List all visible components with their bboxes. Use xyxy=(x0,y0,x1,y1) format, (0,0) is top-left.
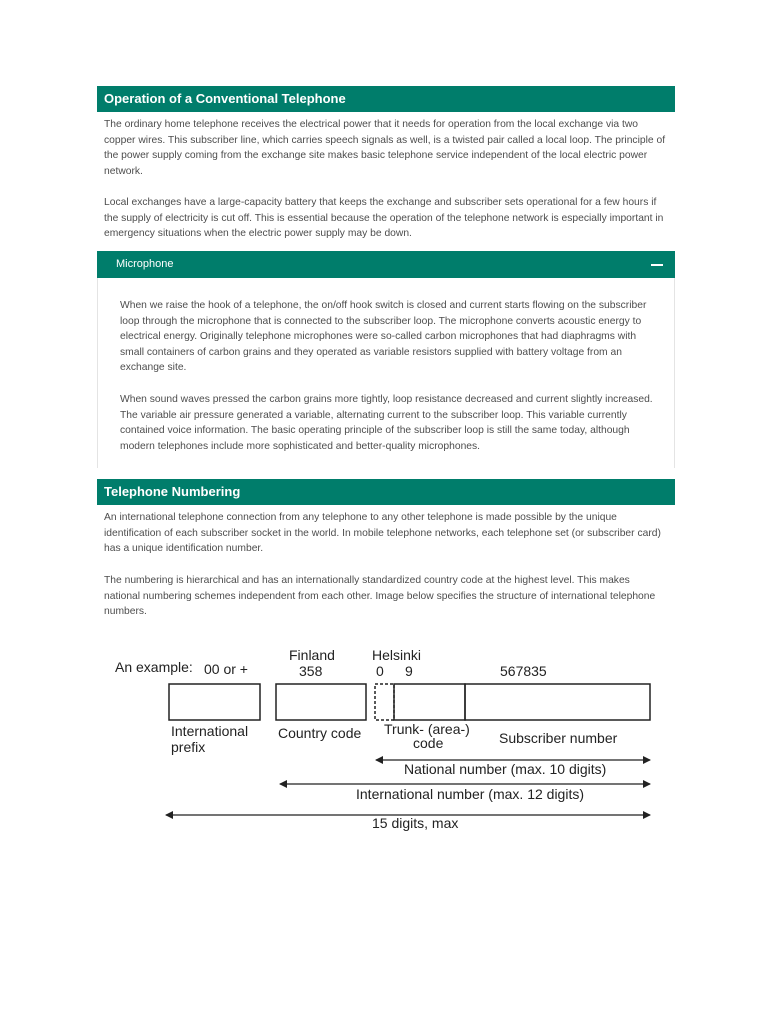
label-prefix-line1: International xyxy=(171,723,249,739)
accordion-paragraph: When we raise the hook of a telephone, the on/off hook switch is closed and current starts flowing on the subscriber loop through the microphone that is connected to the subscriber loop. The microphone converts acoustic energy to electrical energy. Originally telephone microphones were so-called carbon microphones that had diaphragms with small containers of carbon grains and they operated as variable resistors supplied with battery voltage from an exchange site. xyxy=(120,300,647,374)
section-title: Operation of a Conventional Telephone xyxy=(104,91,346,106)
paragraph: An international telephone connection from any telephone to any other telephone is made possible by the unique identification of each subscriber socket in the world. In mobile telephone networks, each telephone set (or subscriber card) has a unique identification number. xyxy=(104,512,661,555)
accordion-title: Microphone xyxy=(116,258,174,270)
section-header-numbering xyxy=(97,479,675,505)
span-total: 15 digits, max xyxy=(372,815,459,831)
label-prefix-line2: prefix xyxy=(171,739,206,755)
collapse-icon[interactable] xyxy=(651,264,663,266)
span-national: National number (max. 10 digits) xyxy=(404,761,607,777)
subscriber-box xyxy=(465,684,650,720)
trunk-code-box xyxy=(394,684,465,720)
section-title: Telephone Numbering xyxy=(104,484,241,499)
label-country: Country code xyxy=(278,725,362,741)
paragraph: The numbering is hierarchical and has an internationally standardized country code at the highest level. This makes national numbering schemes independent from each other. Image below specifies the structure of international telephone numbers. xyxy=(104,575,656,618)
prefix-box xyxy=(169,684,260,720)
prefix-value: 00 or + xyxy=(204,661,248,677)
subscriber-value: 567835 xyxy=(500,663,547,679)
accordion-header-microphone[interactable] xyxy=(97,251,675,278)
example-label: An example: xyxy=(115,659,193,675)
country-code-box xyxy=(276,684,366,720)
trunk-zero-box xyxy=(375,684,394,720)
label-trunk-line2: code xyxy=(413,735,444,751)
section-header-operation xyxy=(97,86,675,112)
trunk-digit-0: 0 xyxy=(376,663,384,679)
paragraph: Local exchanges have a large-capacity battery that keeps the exchange and subscriber sets operational for a few hours if the supply of electricity is cut off. This is essential because the operation of the telephone network is especially important in emergency situations when the electric power supply may be down. xyxy=(104,197,664,240)
trunk-digit-9: 9 xyxy=(405,663,413,679)
span-international: International number (max. 12 digits) xyxy=(356,786,584,802)
label-subscriber: Subscriber number xyxy=(499,730,618,746)
paragraph: The ordinary home telephone receives the electrical power that it needs for operation from the local exchange via two copper wires. This subscriber line, which carries speech signals as well, is a twisted pair called a local loop. The principle of the power supply coming from the exchange site makes basic telephone service independent of the local electric power network. xyxy=(104,119,666,177)
city-name: Helsinki xyxy=(372,647,422,663)
country-name: Finland xyxy=(289,647,335,663)
accordion-paragraph: When sound waves pressed the carbon grains more tightly, loop resistance decreased and current slightly increased. The variable air pressure generated a variable, alternating current to the subscriber loop. This variable currently contained voice information. The basic operating principle of the subscriber loop is still the same today, although modern telephones include more sophisticated and better-quality microphones. xyxy=(120,394,653,452)
country-value: 358 xyxy=(299,663,323,679)
label-trunk-line1: Trunk- (area-) xyxy=(384,721,470,737)
